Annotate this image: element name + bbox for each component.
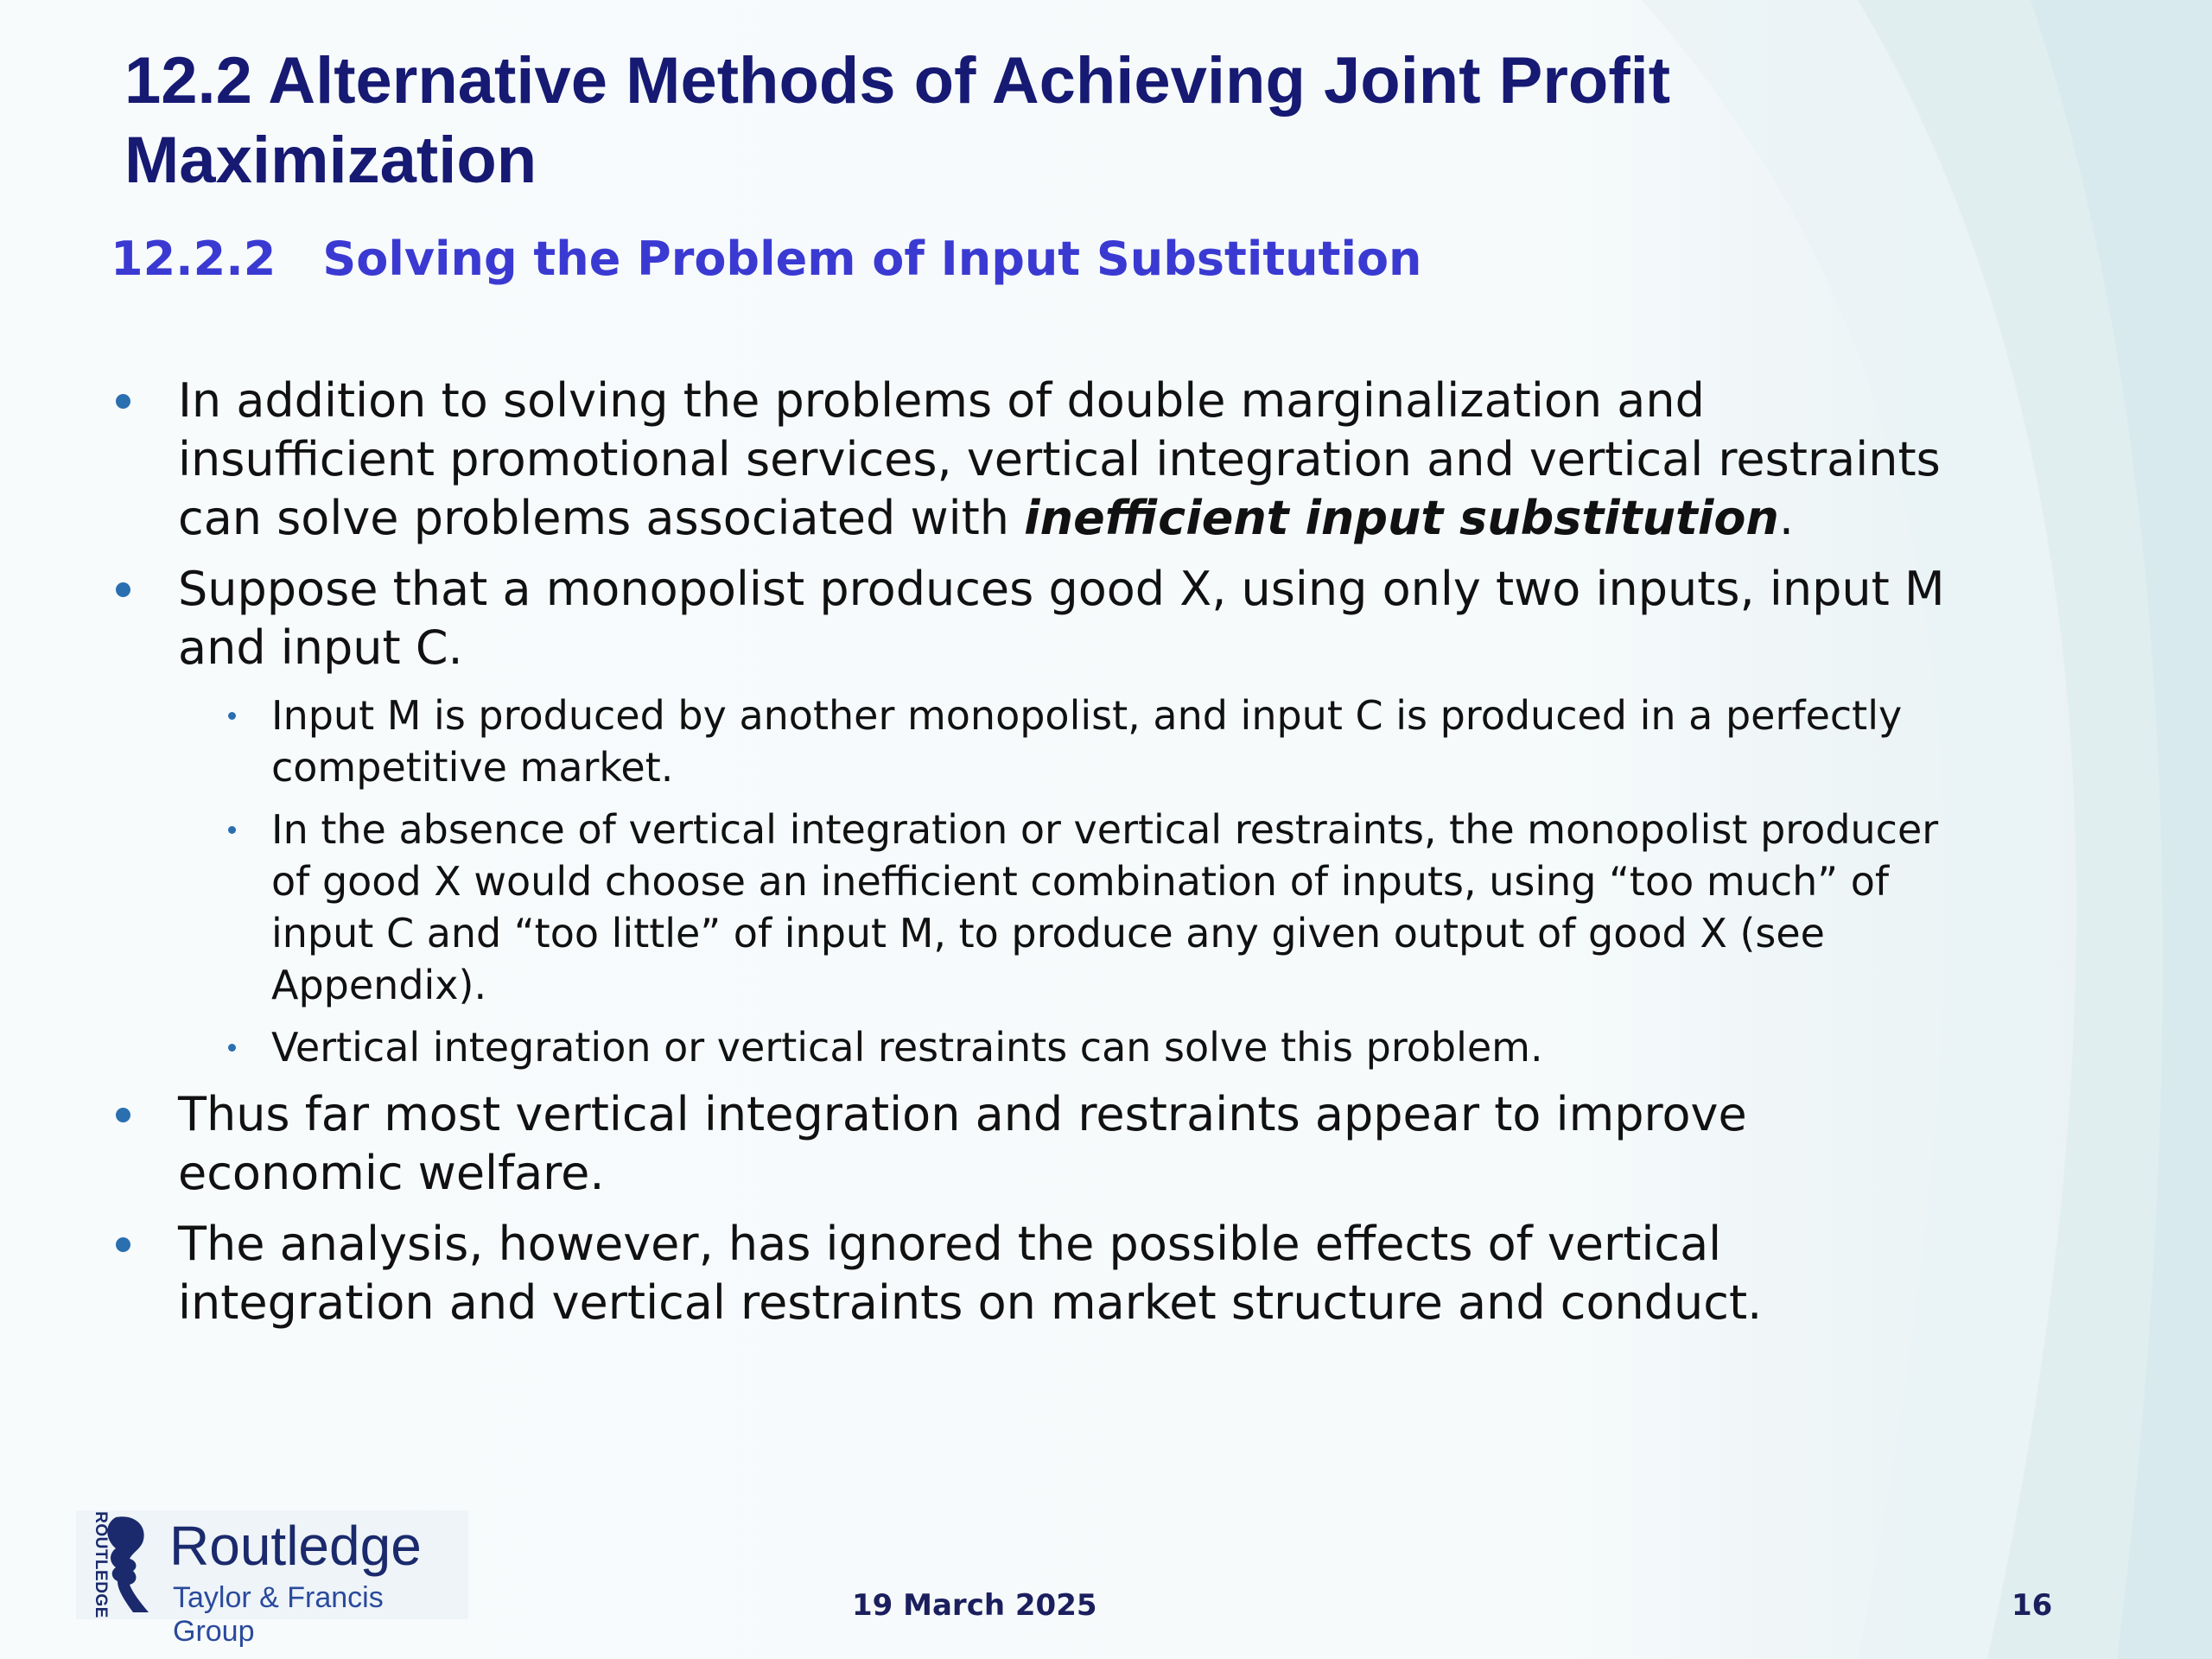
bullet-dot-icon [116, 394, 130, 409]
routledge-head-icon [99, 1514, 152, 1616]
slide-page-number: 16 [2012, 1588, 2053, 1623]
bullet-dot-icon [116, 582, 130, 597]
slide-subtitle [111, 232, 1422, 286]
bullet-dot-icon [116, 1237, 130, 1252]
slide-date: 19 March 2025 [852, 1588, 1097, 1623]
logo-subtitle: Taylor & Francis Group [173, 1581, 384, 1648]
logo-vertical-text: ROUTLEDGE [91, 1511, 110, 1618]
bullet-item: The analysis, however, has ignored the possible effects of vertical integration and vertical restraints on market structure and conduct. [111, 1215, 1968, 1332]
bullet-item: In addition to solving the problems of double marginalization and insufficient promotional services, vertical integration and vertical restraints can solve problems associated with inefficient input substitution. [111, 372, 1968, 548]
sub-bullet-item: In the absence of vertical integration or vertical restraints, the monopolist producer of good X would choose an inefficient combination of inputs, using “too much” of input C and “too little” of input M, to produce any given output of good X (see Appendix). [271, 804, 1968, 1011]
subtitle-text: Solving the Problem of Input Substitution [322, 232, 1422, 286]
bullet-dot-icon [116, 1108, 130, 1122]
routledge-logo [76, 1510, 468, 1648]
logo-name: Routledge [169, 1515, 422, 1577]
bullet-item: Suppose that a monopolist produces good X, using only two inputs, input M and input C. [111, 560, 1968, 677]
emphasis-text: inefficient input substitution [1024, 491, 1779, 545]
sub-bullet-dot-icon [228, 712, 236, 720]
sub-bullet-item: Input M is produced by another monopolist, and input C is produced in a perfectly competitive market. [271, 690, 1968, 793]
bullet-item: Thus far most vertical integration and restraints appear to improve economic welfare. [111, 1085, 1968, 1203]
sub-bullet-dot-icon [228, 826, 236, 834]
subtitle-number: 12.2.2 [111, 232, 276, 286]
bullet-list [111, 372, 1968, 1344]
sub-bullet-dot-icon [228, 1044, 236, 1052]
sub-bullet-item: Vertical integration or vertical restraints can solve this problem. [271, 1021, 1968, 1073]
slide-title: 12.2 Alternative Methods of Achieving Joint Profit Maximization [124, 44, 1671, 197]
